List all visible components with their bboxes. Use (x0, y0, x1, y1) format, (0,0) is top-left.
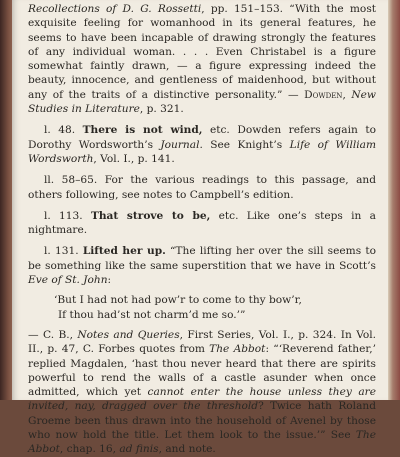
author-name: Dowden (304, 88, 343, 101)
lemma: Lifted her up. (82, 245, 166, 258)
line-ref: l. 113. (44, 209, 83, 222)
book-page (12, 0, 388, 456)
lemma: That strove to be, (90, 209, 211, 222)
note-line-113: l. 113. That strove to be, etc. Like one’s steps in a nightmare. (28, 209, 376, 237)
verse-line-1: ‘But I had not had pow’r to come to thy bow’r, (54, 294, 302, 307)
verse-quote (28, 293, 376, 322)
note-line-48: l. 48. There is not wind, etc. Dowden refers again to Dorothy Wordsworth’s Journal. See Knight’s Life of William Wordsworth, Vol. I., p. 141. (28, 124, 376, 165)
verse-line-2: If thou had’st not charm’d me so.’” (58, 308, 246, 321)
notes-text (28, 2, 376, 457)
book-title: New Studies in Literature (28, 88, 376, 116)
note-rossetti: Recollections of D. G. Rossetti, pp. 151–153. “With the most exquisite feeling for womanhood in its general features, he seems to have been incapable of drawing strongly the features of any individual woman. . . . Even Christabel is a figure somewhat faintly drawn, — a figure expressing indeed the beauty, innocence, and gentleness of maidenhood, but without any of the traits of a distinctive personality.” — Dowden, New Studies in Literature, p. 321. (28, 3, 377, 116)
line-ref: l. 131. (44, 245, 79, 258)
line-ref: ll. 58–65. (44, 174, 98, 187)
page-edge (388, 0, 400, 400)
lemma: There is not wind, (82, 124, 203, 137)
book-spine-shadow (0, 0, 12, 400)
note-lines-58-65: ll. 58–65. For the various readings to this passage, and others following, see notes to Campbell’s edition. (28, 174, 376, 201)
cite-title: Recollections of D. G. Rossetti (28, 3, 202, 15)
note-line-131: l. 131. Lifted her up. “The lifting her over the sill seems to be something like the same superstition that we have in Scott’s Eve of St. John: (28, 245, 376, 287)
note-abbot: — C. B., Notes and Queries, First Series, Vol. I., p. 324. In Vol. II., p. 47, C. Forbes quotes from The Abbot: “‘Reverend father,’ replied Magdalen, ‘hast thou never heard that there are spirits powerful to rend the walls of a castle asunder when once admitted, which yet cannot enter the house unless they are invited, nay, dragged over the threshold? Twice hath Roland Groeme been thus drawn into the household of Avenel by those who now hold the title. Let them look to the issue.’” See The Abbot, chap. 16, ad finis, and note. (28, 328, 376, 456)
line-ref: l. 48. (44, 124, 76, 137)
